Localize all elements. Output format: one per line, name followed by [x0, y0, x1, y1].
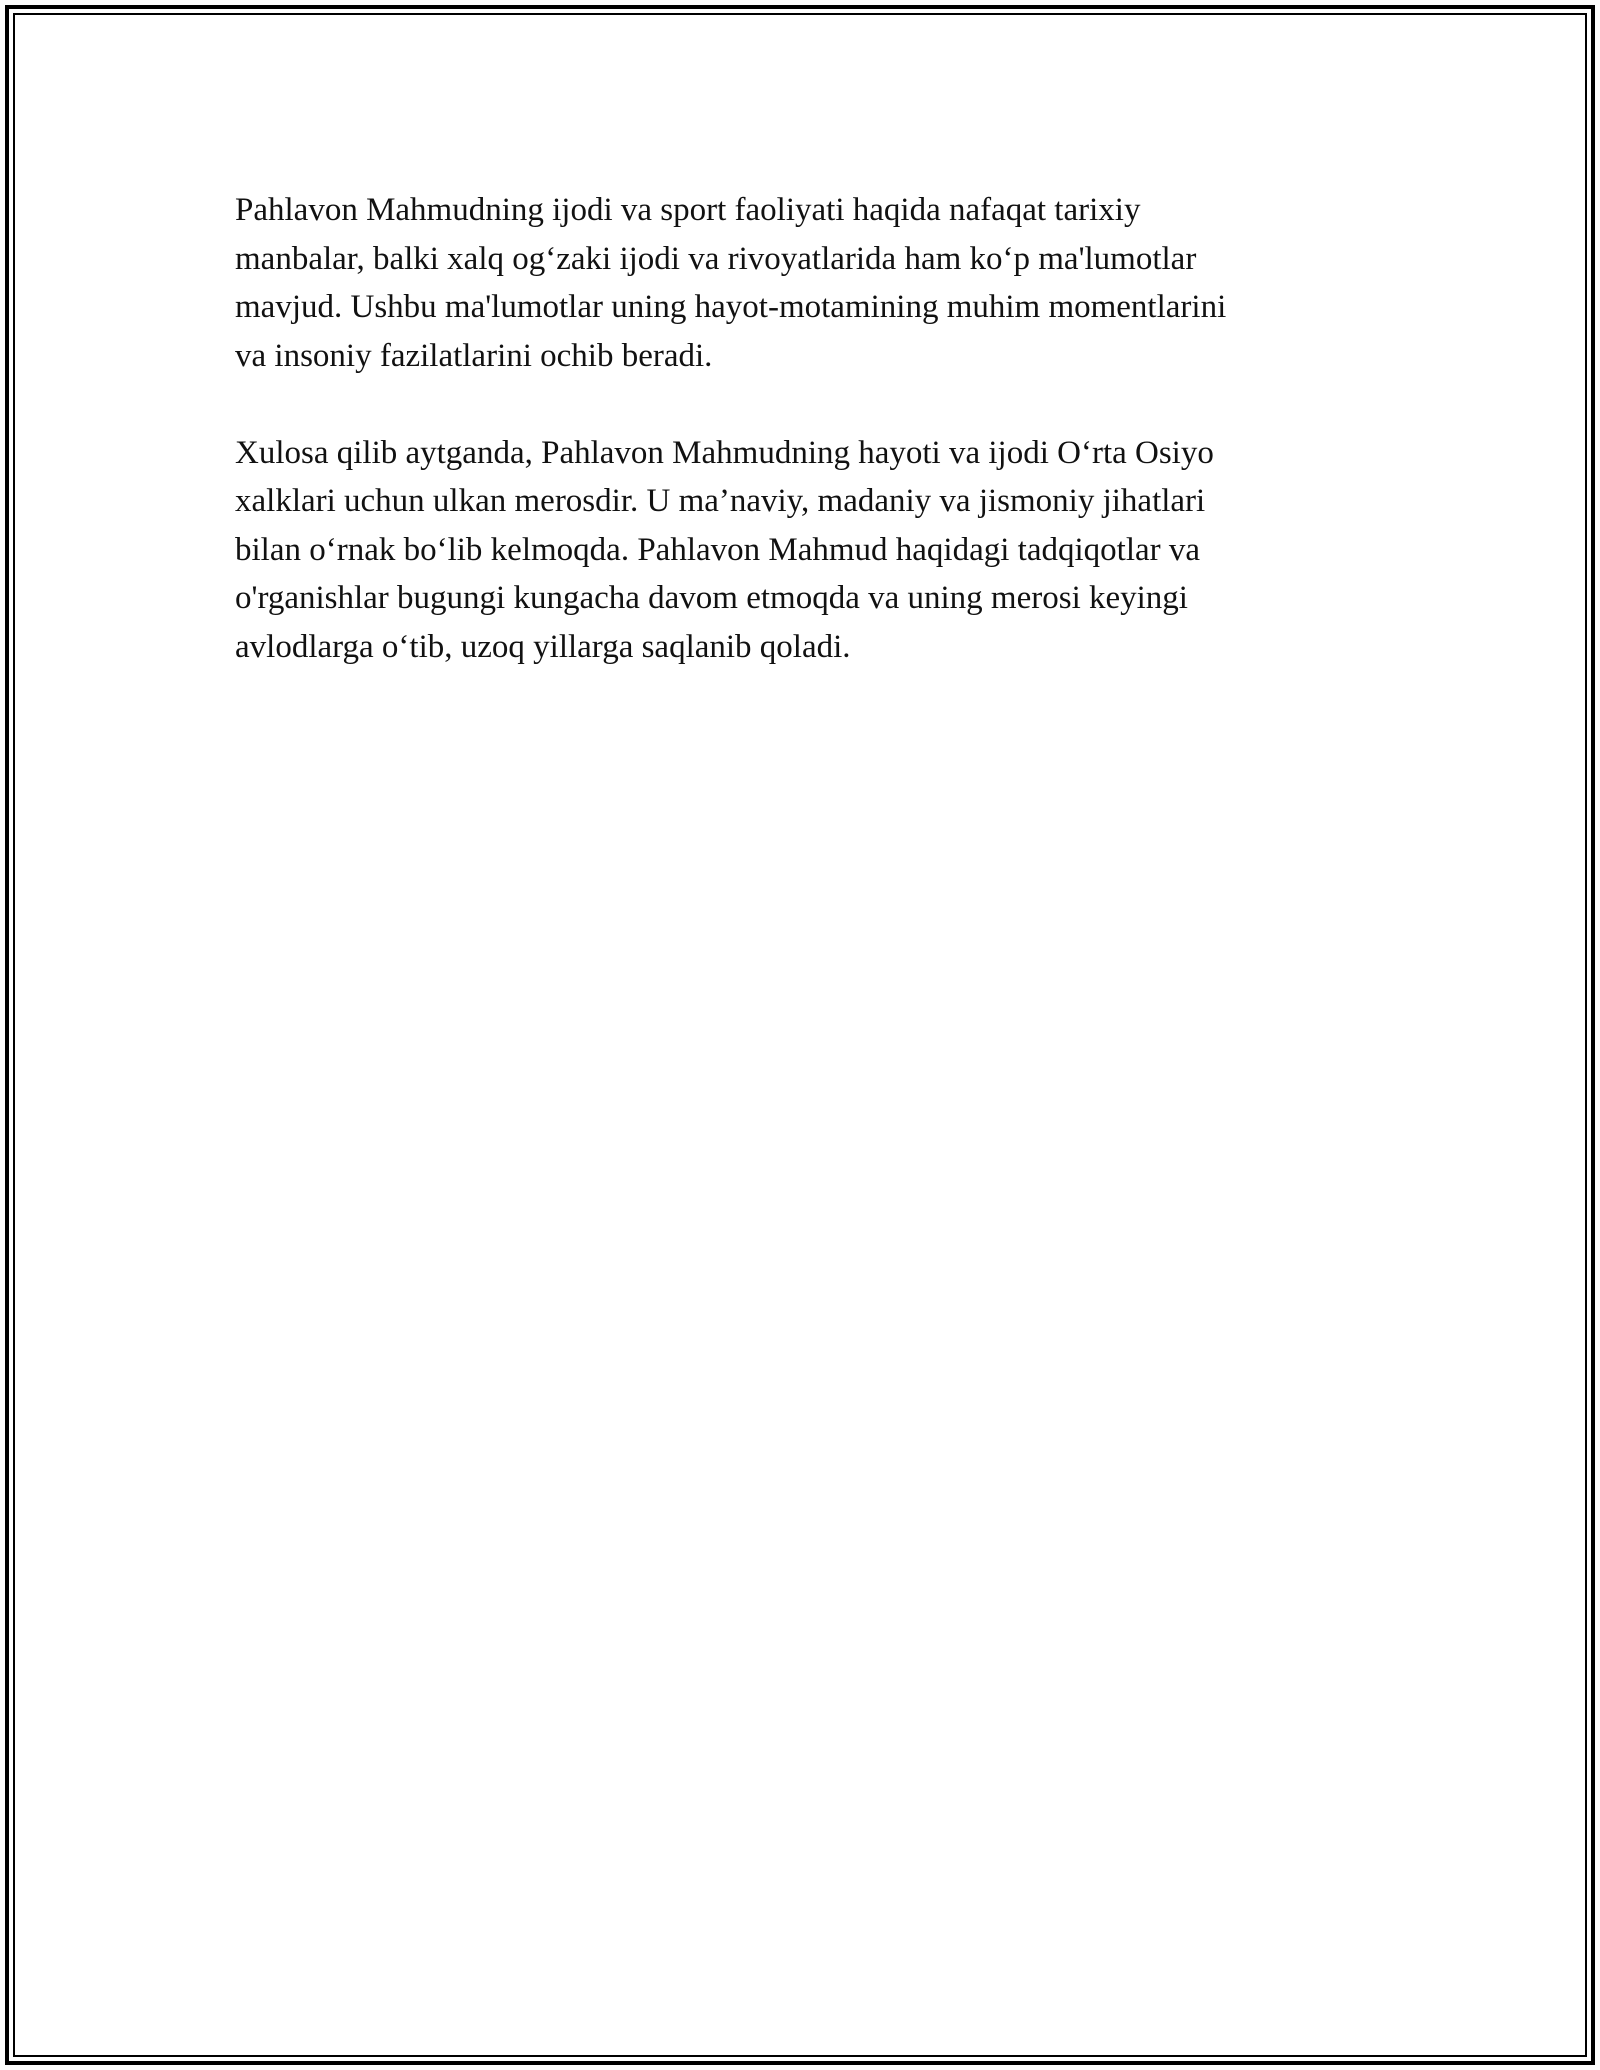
text-line: Xulosa qilib aytganda, Pahlavon Mahmudning hayoti va ijodi Oʻrta Osiyo	[235, 434, 1214, 471]
text-line: manbalar, balki xalq ogʻzaki ijodi va rivoyatlarida ham koʻp ma'lumotlar	[235, 240, 1197, 277]
text-line: bilan oʻrnak boʻlib kelmoqda. Pahlavon Mahmud haqidagi tadqiqotlar va	[235, 531, 1201, 568]
text-line: avlodlarga oʻtib, uzoq yillarga saqlanib qoladi.	[235, 628, 851, 665]
text-line: xalklari uchun ulkan merosdir. U ma’naviy, madaniy va jismoniy jihatlari	[235, 483, 1206, 519]
text-line: Pahlavon Mahmudning ijodi va sport faoliyati haqida nafaqat tarixiy	[235, 192, 1141, 228]
paragraph-1	[235, 186, 1355, 380]
paragraph-2	[235, 429, 1355, 672]
text-line: o'rganishlar bugungi kungacha davom etmoqda va uning merosi keyingi	[235, 580, 1188, 616]
text-line: mavjud. Ushbu ma'lumotlar uning hayot-motamining muhim momentlarini	[235, 289, 1227, 325]
document-body	[235, 186, 1355, 720]
text-line: va insoniy fazilatlarini ochib beradi.	[235, 337, 713, 374]
